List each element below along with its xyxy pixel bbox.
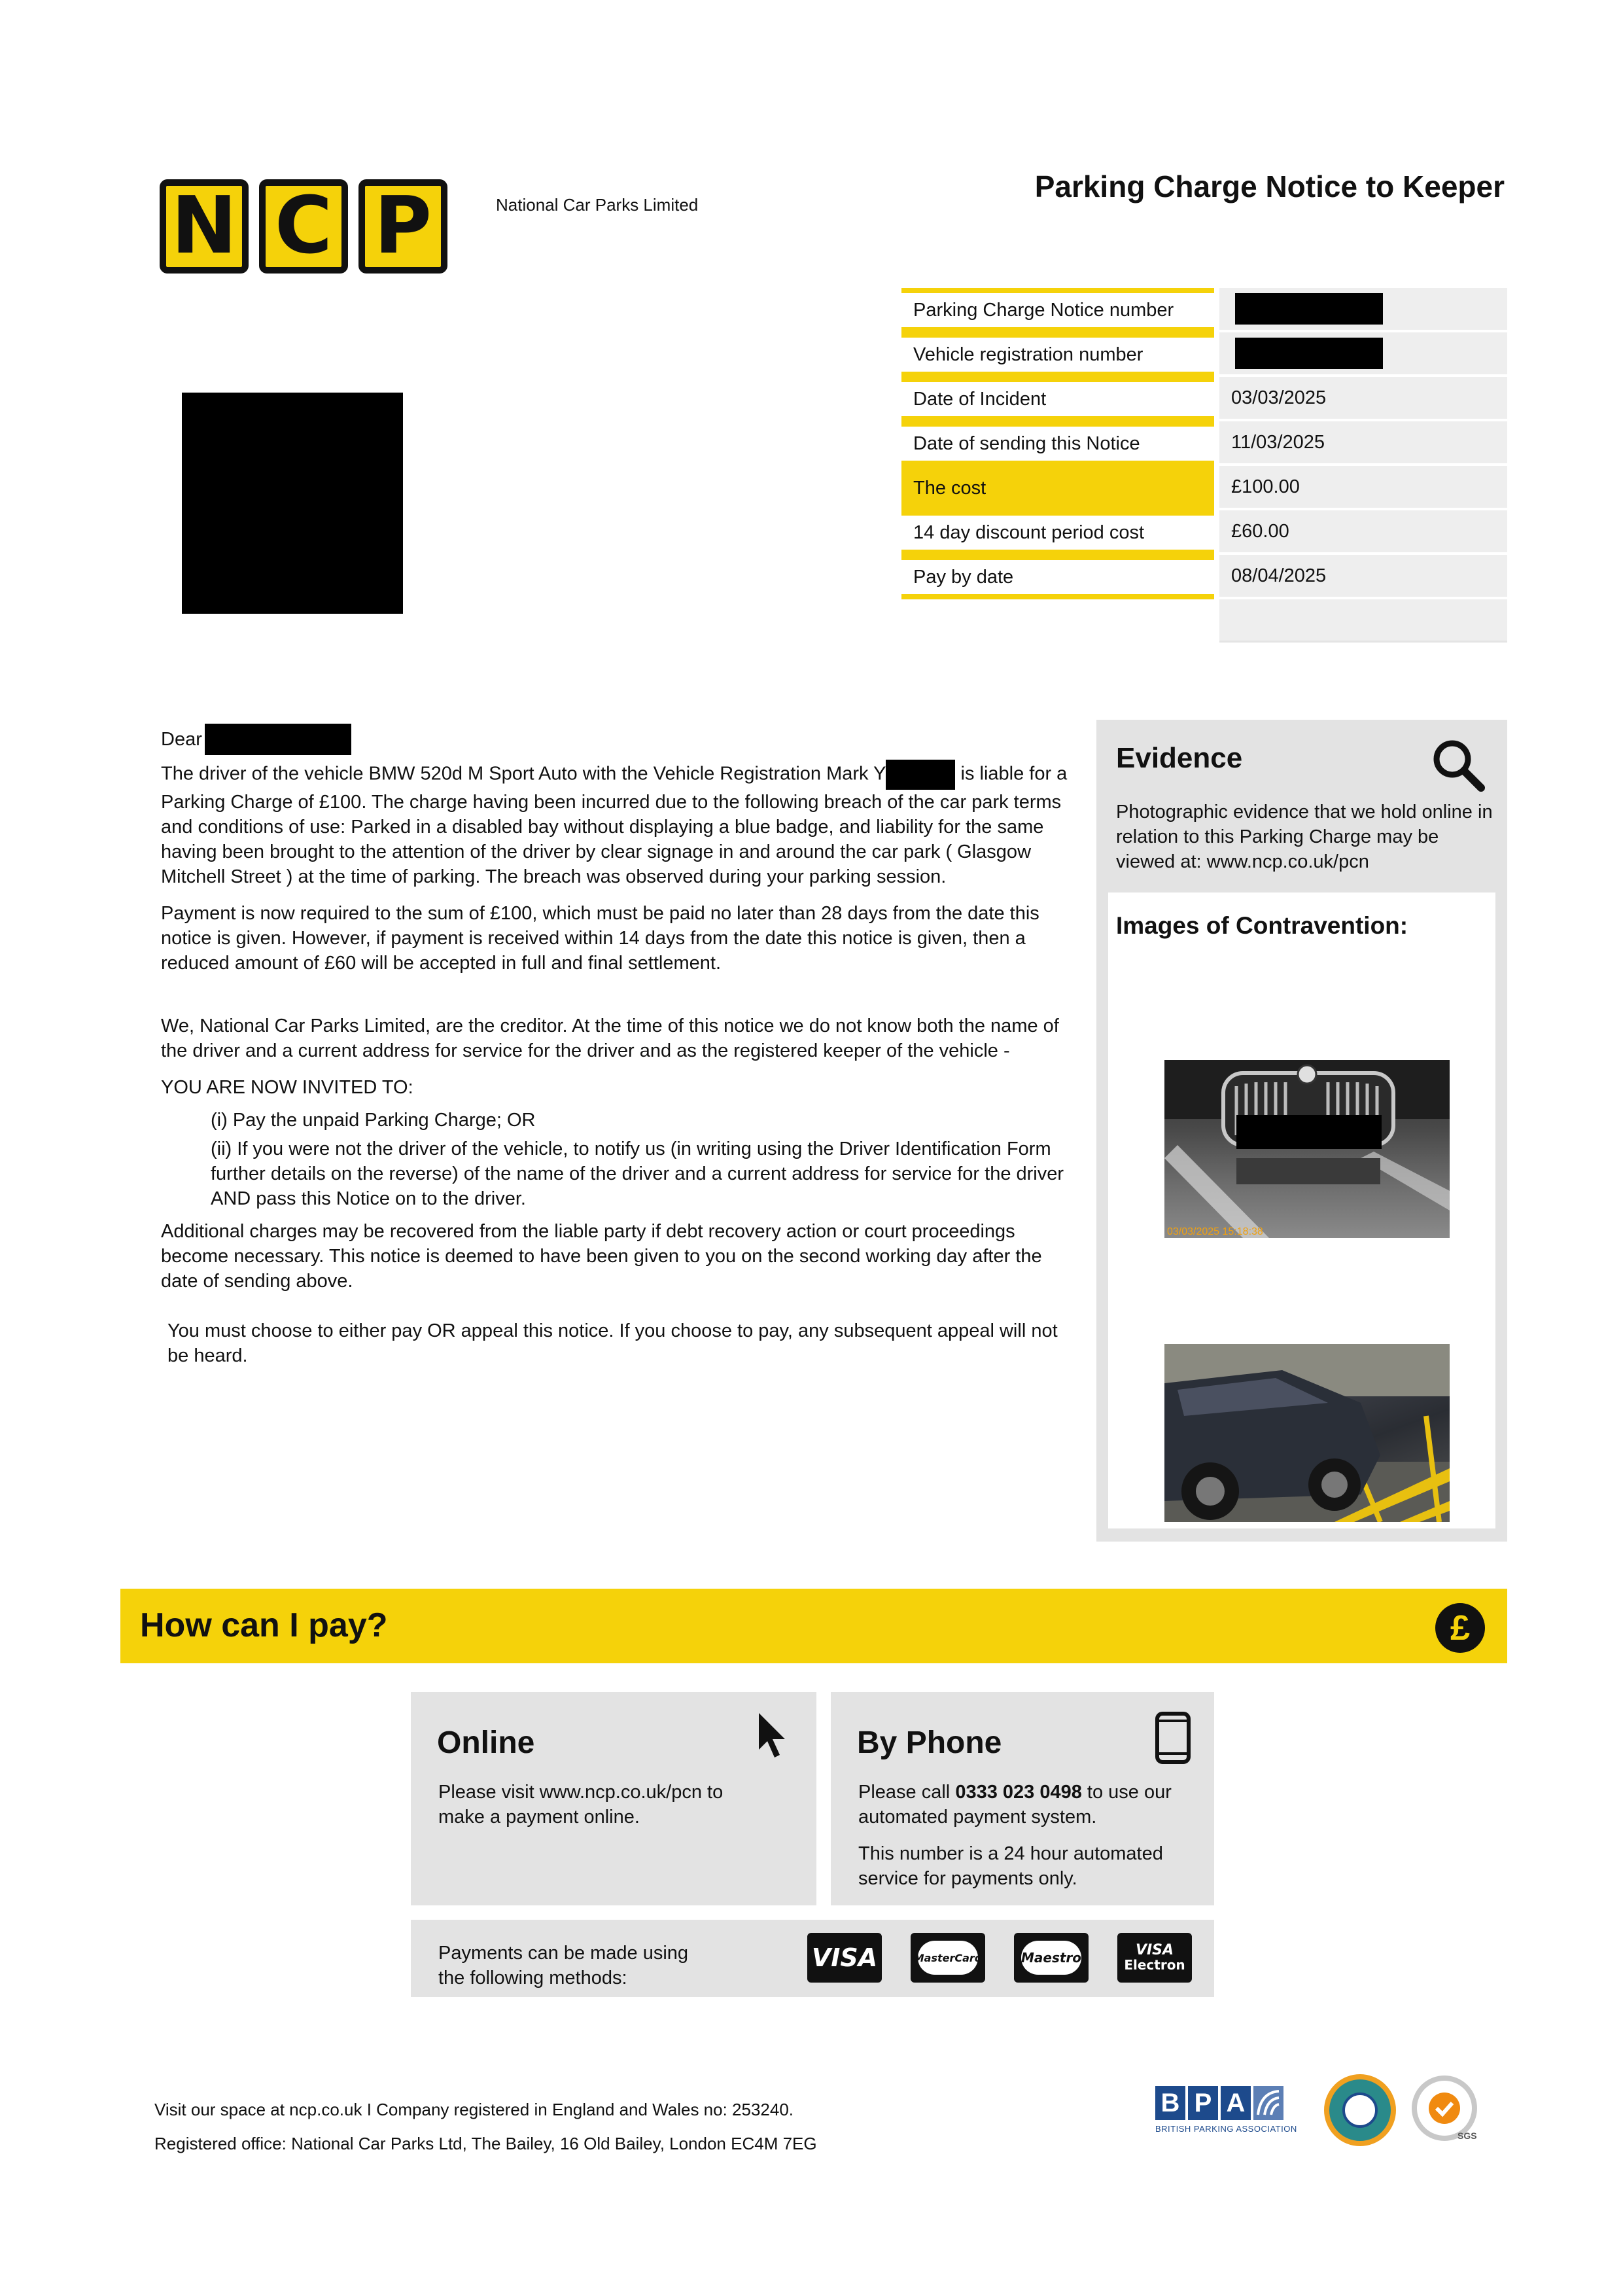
visa-electron-icon (1117, 1933, 1192, 1983)
payment-methods (411, 1920, 1214, 1997)
visa-card-icon: VISA (807, 1933, 882, 1983)
notice-value: 08/04/2025 (1219, 555, 1507, 599)
notice-row (901, 377, 1507, 421)
notice-label-empty (901, 599, 1214, 643)
evidence-panel (1096, 720, 1507, 1542)
notice-value (1219, 288, 1507, 332)
letter-body (161, 723, 1077, 1380)
redacted-value (1235, 338, 1383, 369)
how-can-i-pay-banner (120, 1589, 1507, 1663)
mastercard-label: MasterCard (918, 1941, 978, 1975)
logo-letter: C (274, 181, 333, 272)
bpa-arc-icon (1253, 2086, 1283, 2120)
bpa-caption: BRITISH PARKING ASSOCIATION (1155, 2124, 1297, 2134)
payment-methods-text: Payments can be made using the following methods: (438, 1943, 689, 1988)
phone-payment-box (831, 1692, 1214, 1905)
redacted-plate (1236, 1115, 1382, 1149)
pay-title: How can I pay? (140, 1606, 388, 1644)
photo-timestamp: 03/03/2025 15:18:38 (1167, 1226, 1263, 1237)
magnifier-icon (1430, 737, 1486, 793)
contravention-photo-front (1164, 1060, 1450, 1238)
badge-center (1342, 2093, 1378, 2128)
notice-label: 14 day discount period cost (901, 510, 1214, 555)
notice-table (901, 288, 1507, 643)
bpa-letter: P (1188, 2086, 1218, 2120)
redacted-registration (886, 760, 955, 790)
page-title: Parking Charge Notice to Keeper (1034, 169, 1505, 203)
car-side-illustration (1164, 1344, 1450, 1522)
contravention-photo-side (1164, 1344, 1450, 1522)
bpa-letters (1155, 2086, 1297, 2120)
footer-text (154, 2093, 817, 2161)
notice-row (901, 421, 1507, 466)
logo-letter: N (171, 181, 237, 272)
sgs-certification-icon (1412, 2075, 1477, 2141)
logo-letter: P (374, 181, 432, 272)
phone-text-end: to use our automated payment system. (858, 1782, 1172, 1828)
option-pay: (i) Pay the unpaid Parking Charge; OR (211, 1110, 536, 1131)
notice-value: £100.00 (1219, 466, 1507, 510)
notice-label: The cost (901, 466, 1214, 510)
phone-number: 0333 023 0498 (955, 1782, 1082, 1803)
mastercard-icon (911, 1933, 985, 1983)
notice-row (901, 466, 1507, 510)
sgs-label: SGS (1457, 2130, 1477, 2141)
letter-p1-end: is liable for a Parking Charge of £100. The charge having been incurred due to the following breach of the car park terms and conditions of use: Parked in a disabled bay without displaying a blue badge, and liability for the same having been brought to the attention of the driver by clear signage in and around the car park ( Glasgow Mitchell Street ) at the time of parking. The breach was observed during your parking session. (161, 763, 1068, 887)
visa-electron-top: VISA (1135, 1942, 1174, 1958)
letter-paragraph: Additional charges may be recovered from the liable party if debt recovery action or court proceedings become necessary. This notice is deemed to have been given to you on the second working day after the date of sending above. (161, 1221, 1042, 1292)
maestro-label: Maestro (1021, 1941, 1081, 1975)
notice-label: Pay by date (901, 555, 1214, 599)
salutation (161, 723, 1077, 756)
letter-paragraph: Payment is now required to the sum of £100, which must be paid no later than 28 days from the date this notice is given. However, if payment is received within 14 days from the date this notice is given, then a reduced amount of £60 will be accepted in full and final settlement. (161, 903, 1039, 974)
phone-icon (1155, 1712, 1191, 1764)
footer-line-1: Visit our space at ncp.co.uk I Company registered in England and Wales no: 253240. (154, 2100, 794, 2119)
car-front-illustration (1164, 1060, 1450, 1238)
logo-tile-c (259, 179, 348, 274)
notice-row-empty (901, 599, 1507, 643)
logo-tile-n (160, 179, 249, 274)
cursor-icon (756, 1712, 789, 1760)
notice-label: Date of sending this Notice (901, 421, 1214, 466)
ncp-logo (160, 179, 447, 274)
phone-text-start: Please call (858, 1782, 956, 1803)
footer-line-2: Registered office: National Car Parks Ltd, The Bailey, 16 Old Bailey, London EC4M 7EG (154, 2134, 817, 2153)
phone-heading: By Phone (857, 1725, 1002, 1760)
bpa-letter: A (1221, 2086, 1251, 2120)
salutation-text: Dear (161, 729, 202, 750)
redacted-value (1235, 293, 1383, 325)
letter-paragraph: We, National Car Parks Limited, are the creditor. At the time of this notice we do not know both the name of the driver and a current address for service for the driver and as the registered keeper of the vehicle - (161, 1016, 1059, 1061)
approved-operator-badge-icon (1324, 2074, 1396, 2146)
evidence-heading: Evidence (1116, 742, 1243, 774)
redacted-address (182, 393, 403, 614)
online-heading: Online (437, 1725, 535, 1760)
online-text: Please visit www.ncp.co.uk/pcn to make a payment online. (438, 1782, 724, 1828)
visa-electron-bottom: Electron (1124, 1957, 1185, 1973)
notice-value: 11/03/2025 (1219, 421, 1507, 466)
option-notify: (ii) If you were not the driver of the vehicle, to notify us (in writing using the Driver Identification Form further details on the reverse) of the name of the driver and a current address for service for the driver AND pass this Notice on to the driver. (211, 1139, 1064, 1209)
notice-row (901, 555, 1507, 599)
notice-value-empty (1219, 599, 1507, 643)
redacted-name (205, 724, 351, 755)
bpa-logo (1155, 2086, 1297, 2134)
online-payment-box (411, 1692, 816, 1905)
evidence-text: Photographic evidence that we hold online in relation to this Parking Charge may be viewed at: www.ncp.co.uk/pcn (1116, 802, 1493, 872)
images-heading: Images of Contravention: (1116, 912, 1408, 939)
letter-paragraph: You must choose to either pay OR appeal this notice. If you choose to pay, any subsequent appeal will not be heard. (167, 1320, 1058, 1366)
sgs-tick-circle (1429, 2093, 1460, 2124)
notice-value (1219, 332, 1507, 377)
logo-tile-p (358, 179, 447, 274)
notice-label: Parking Charge Notice number (901, 288, 1214, 332)
phone-note: This number is a 24 hour automated service for payments only. (858, 1843, 1163, 1889)
contravention-images (1108, 892, 1495, 1528)
company-name: National Car Parks Limited (496, 195, 699, 215)
notice-value: 03/03/2025 (1219, 377, 1507, 421)
notice-value: £60.00 (1219, 510, 1507, 555)
notice-row (901, 510, 1507, 555)
phone-text (858, 1780, 1205, 1903)
notice-label: Vehicle registration number (901, 332, 1214, 377)
phone-paragraph (858, 1780, 1205, 1829)
invite-heading: YOU ARE NOW INVITED TO: (161, 1077, 413, 1098)
notice-label: Date of Incident (901, 377, 1214, 421)
letter-p1-start: The driver of the vehicle BMW 520d M Sport Auto with the Vehicle Registration Mark Y (161, 763, 886, 785)
pound-icon: £ (1435, 1603, 1485, 1653)
maestro-icon (1014, 1933, 1089, 1983)
card-logos (807, 1933, 1192, 1983)
bpa-letter: B (1155, 2086, 1185, 2120)
letter-paragraph (161, 760, 1077, 889)
notice-row (901, 332, 1507, 377)
notice-row (901, 288, 1507, 332)
